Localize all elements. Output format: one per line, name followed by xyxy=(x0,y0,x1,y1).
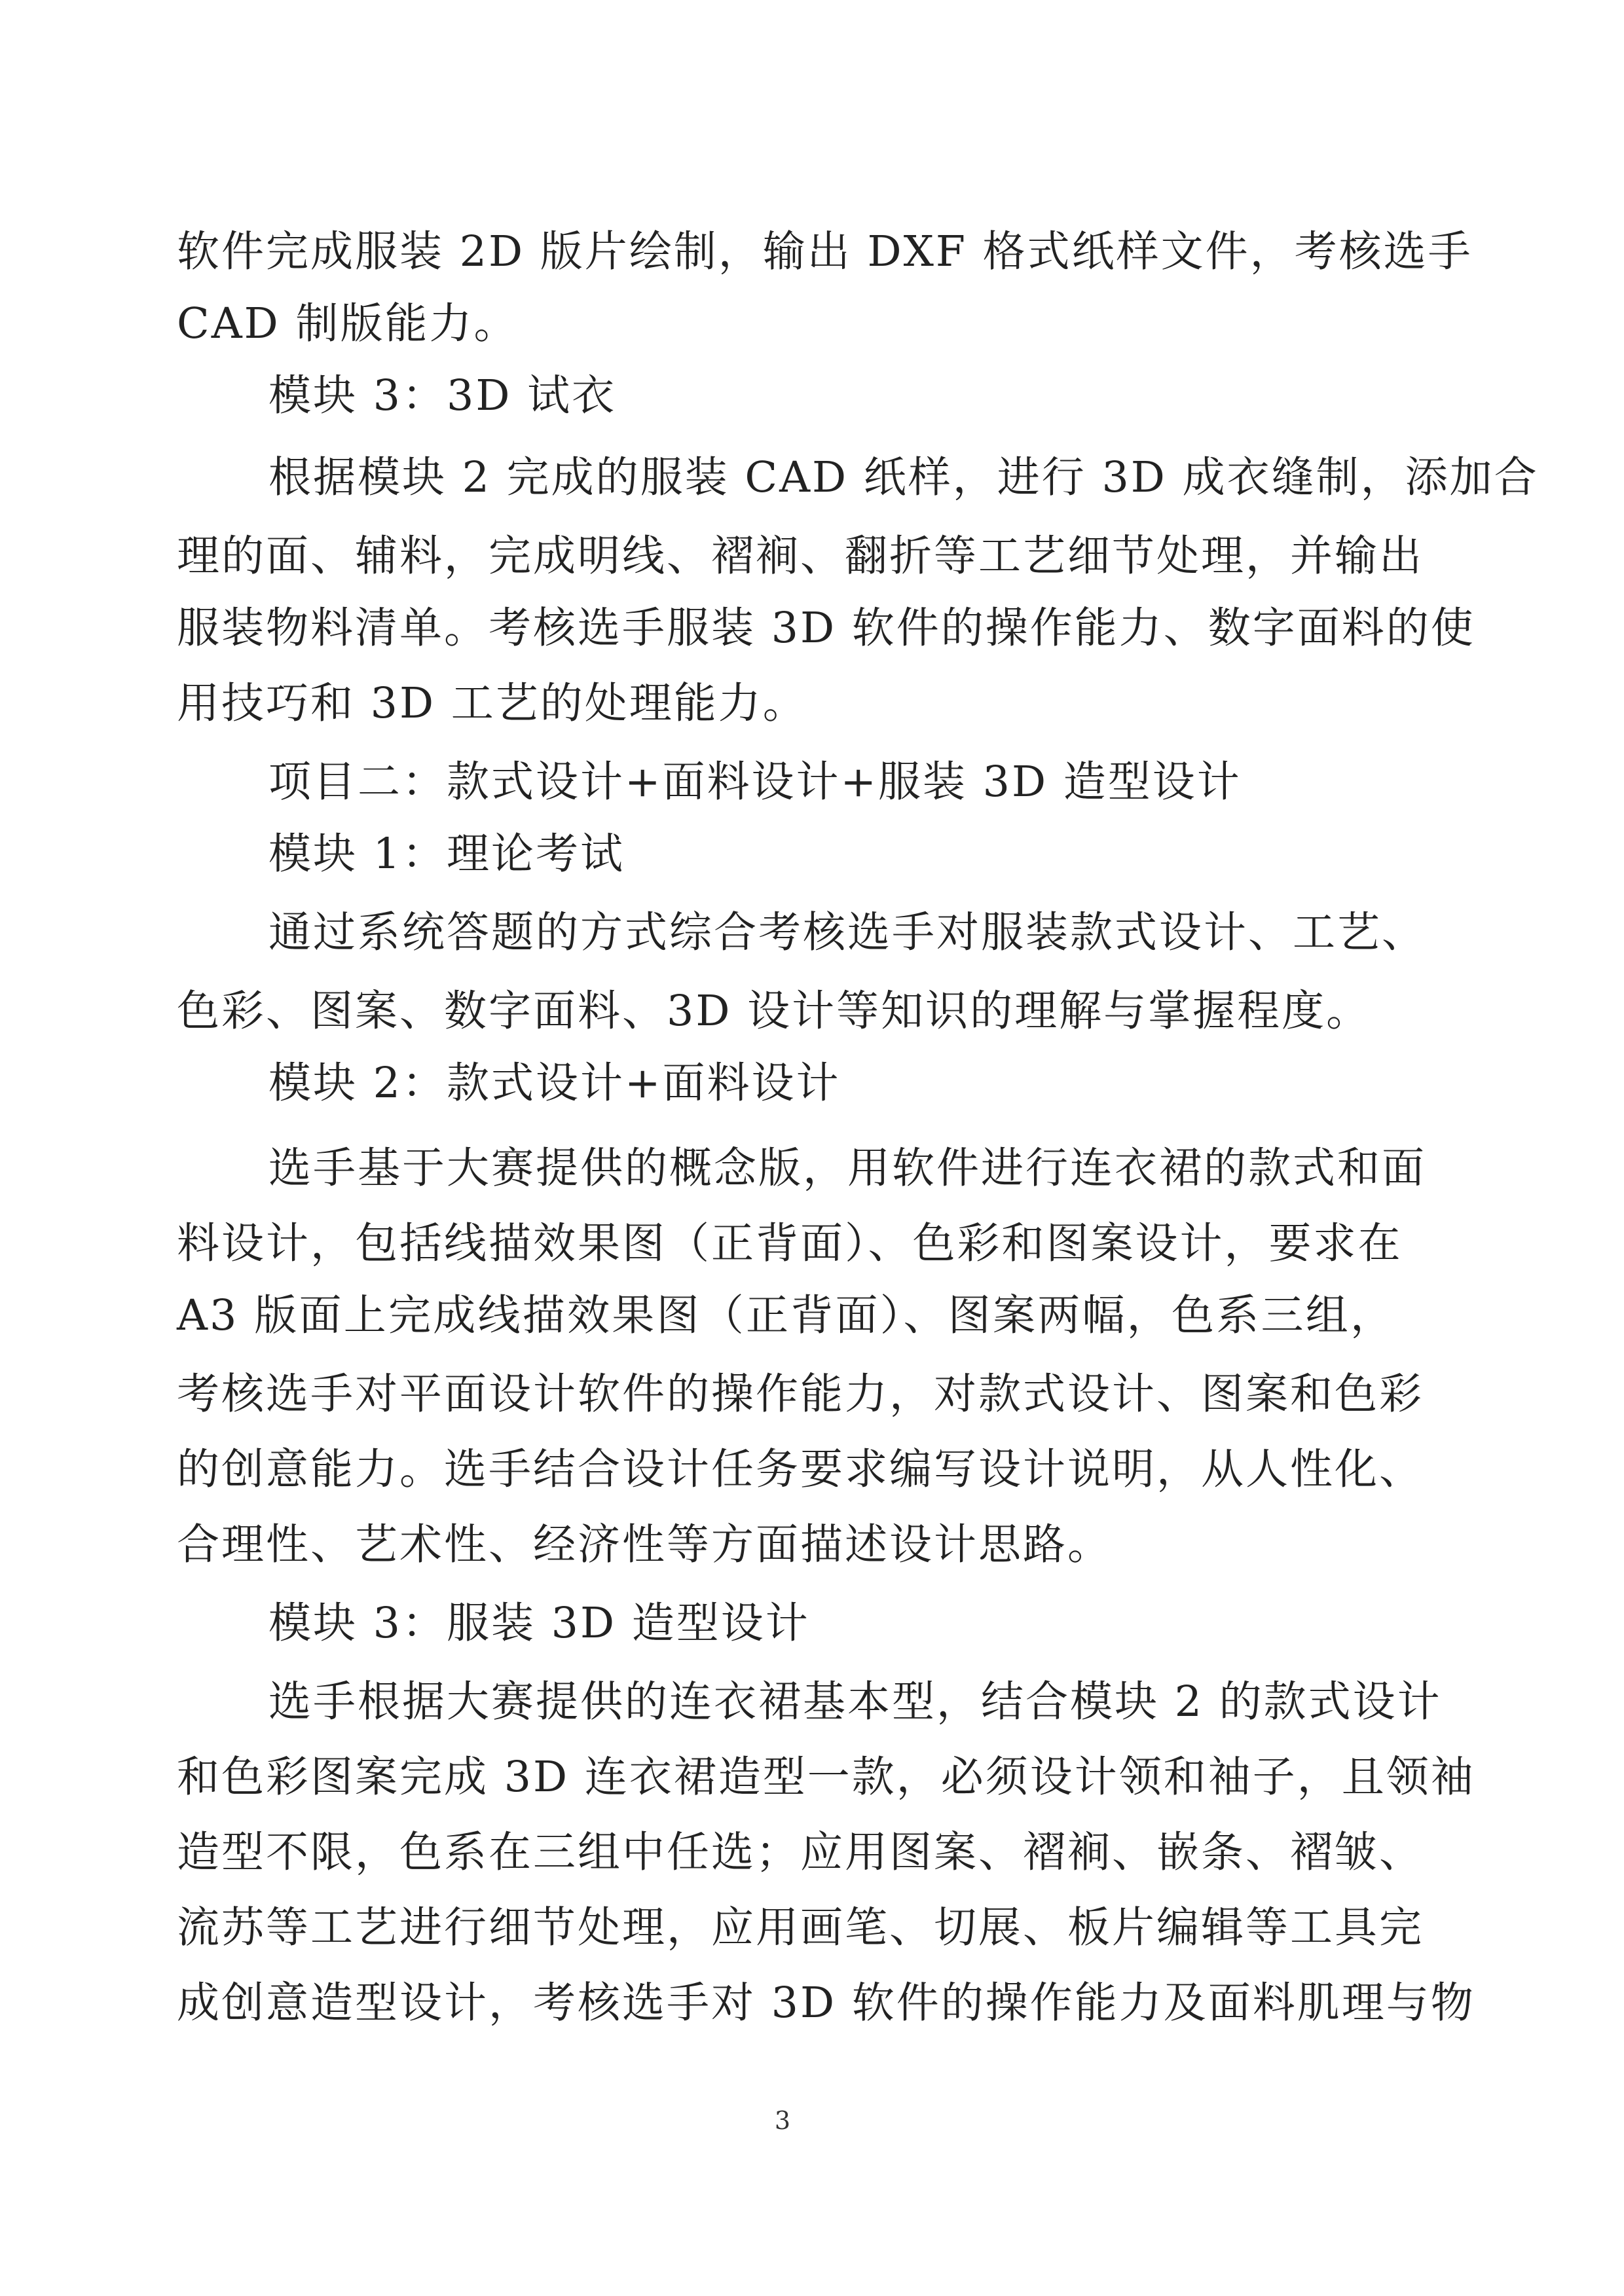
module-heading-theory-exam: 模块 1：理论考试 xyxy=(268,829,625,879)
text-line-18: 合理性、艺术性、经济性等方面描述设计思路。 xyxy=(177,1520,1113,1569)
module-heading-style-fabric-design: 模块 2：款式设计+面料设计 xyxy=(268,1059,841,1108)
text-line-7: 用技巧和 3D 工艺的处理能力。 xyxy=(177,679,807,728)
text-line-6: 服装物料清单。考核选手服装 3D 软件的操作能力、数字面料的使 xyxy=(177,604,1475,653)
text-line-5: 理的面、辅料，完成明线、褶裥、翻折等工艺细节处理，并输出 xyxy=(177,532,1424,581)
module-heading-3d-modeling: 模块 3：服装 3D 造型设计 xyxy=(268,1599,810,1648)
text-line-17: 的创意能力。选手结合设计任务要求编写设计说明，从人性化、 xyxy=(177,1445,1424,1494)
module-heading-3d-fitting: 模块 3：3D 试衣 xyxy=(268,371,617,420)
text-line-16: 考核选手对平面设计软件的操作能力，对款式设计、图案和色彩 xyxy=(177,1370,1424,1419)
text-line-13: 选手基于大赛提供的概念版，用软件进行连衣裙的款式和面 xyxy=(268,1144,1427,1193)
text-line-24: 成创意造型设计，考核选手对 3D 软件的操作能力及面料肌理与物 xyxy=(177,1978,1475,2028)
text-line-15: A3 版面上完成线描效果图（正背面）、图案两幅，色系三组， xyxy=(177,1291,1395,1340)
project-two-heading: 项目二：款式设计+面料设计+服装 3D 造型设计 xyxy=(268,757,1242,807)
text-line-20: 选手根据大赛提供的连衣裙基本型，结合模块 2 的款式设计 xyxy=(268,1677,1442,1726)
text-line-23: 流苏等工艺进行细节处理，应用画笔、切展、板片编辑等工具完 xyxy=(177,1903,1424,1952)
text-line-2: CAD 制版能力。 xyxy=(177,299,519,348)
page-number: 3 xyxy=(774,2106,791,2135)
text-line-4: 根据模块 2 完成的服装 CAD 纸样，进行 3D 成衣缝制，添加合 xyxy=(268,453,1539,502)
text-line-14: 料设计，包括线描效果图（正背面）、色彩和图案设计，要求在 xyxy=(177,1219,1403,1268)
text-line-22: 造型不限，色系在三组中任选；应用图案、褶裥、嵌条、褶皱、 xyxy=(177,1828,1424,1877)
text-line-21: 和色彩图案完成 3D 连衣裙造型一款，必须设计领和袖子，且领袖 xyxy=(177,1753,1475,1802)
text-line-10: 通过系统答题的方式综合考核选手对服装款式设计、工艺、 xyxy=(268,908,1427,957)
text-line-11: 色彩、图案、数字面料、3D 设计等知识的理解与掌握程度。 xyxy=(177,987,1371,1036)
text-line-1: 软件完成服装 2D 版片绘制，输出 DXF 格式纸样文件，考核选手 xyxy=(177,227,1473,276)
